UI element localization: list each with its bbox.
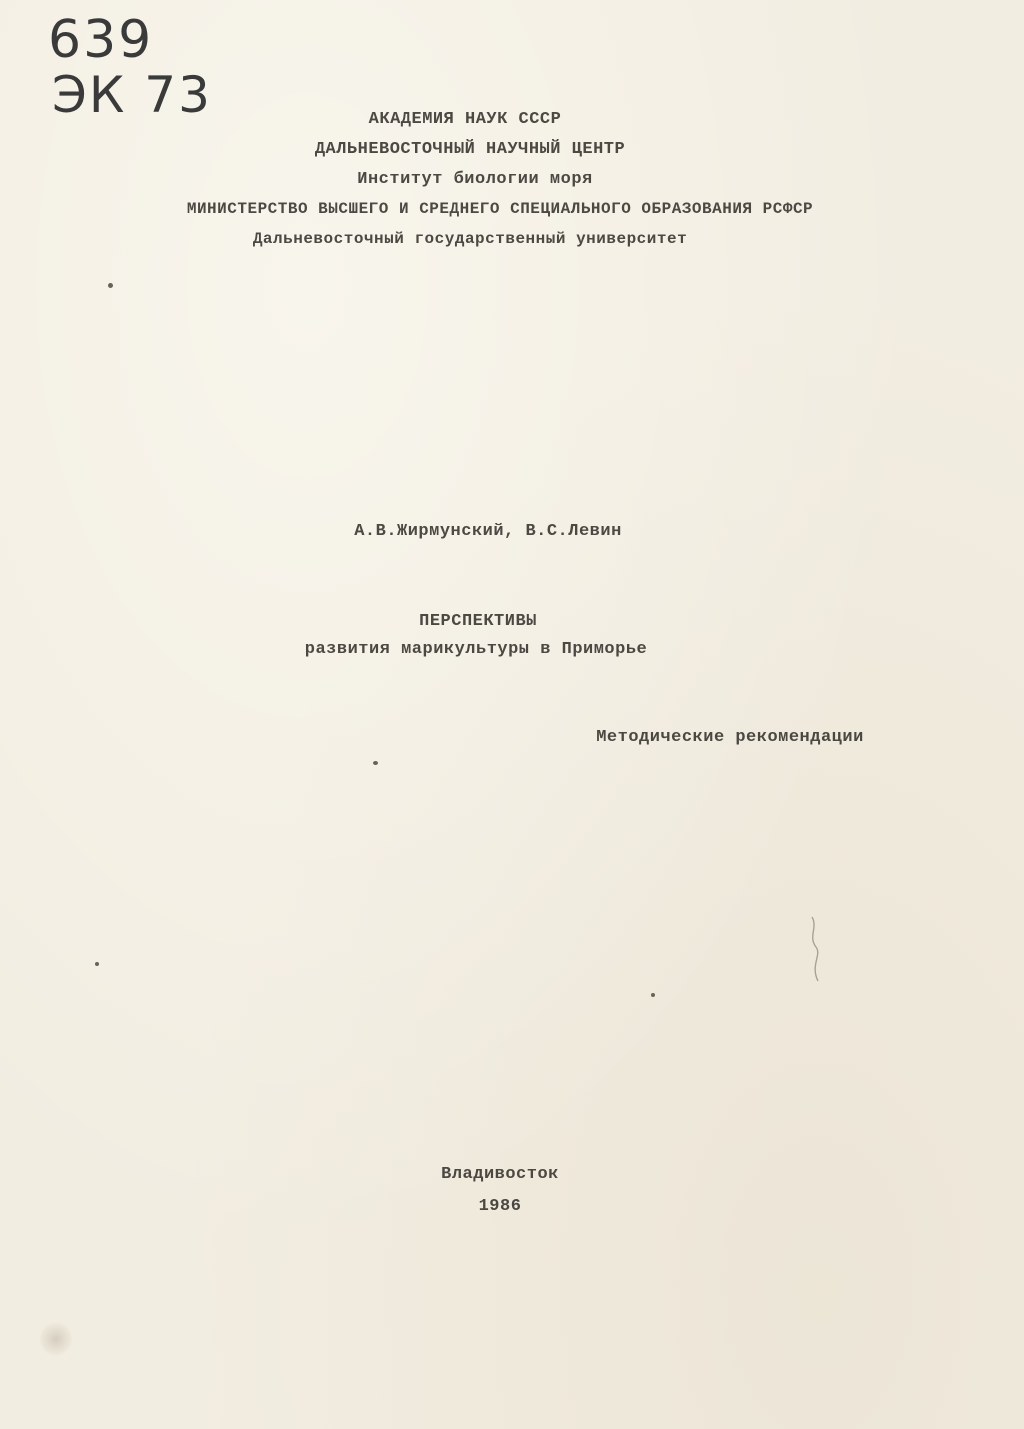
header-science-center: ДАЛЬНЕВОСТОЧНЫЙ НАУЧНЫЙ ЦЕНТР (314, 140, 626, 159)
header-institute: Институт биологии моря (357, 170, 593, 189)
authors: А.В.Жирмунский, В.С.Левин (354, 522, 622, 541)
paper-speck (95, 962, 99, 966)
header-academy: АКАДЕМИЯ НАУК СССР (368, 110, 562, 129)
pencil-mark (800, 915, 830, 985)
title-line-1: ПЕРСПЕКТИВЫ (419, 612, 537, 631)
handwritten-catalog-code: ЭК 73 (52, 66, 212, 124)
publication-city: Владивосток (441, 1165, 559, 1184)
paper-speck (373, 761, 378, 765)
paper-speck (651, 993, 655, 997)
publication-year: 1986 (478, 1197, 522, 1216)
document-type: Методические рекомендации (596, 728, 864, 747)
paper-stain (40, 1322, 72, 1356)
title-line-2: развития марикультуры в Приморье (304, 640, 648, 659)
header-university: Дальневосточный государственный университет (252, 230, 688, 248)
paper-speck (108, 283, 113, 288)
handwritten-catalog-number: 639 (48, 10, 154, 70)
header-ministry: МИНИСТЕРСТВО ВЫСШЕГО И СРЕДНЕГО СПЕЦИАЛЬНОГО ОБРАЗОВАНИЯ РСФСР (186, 200, 814, 218)
